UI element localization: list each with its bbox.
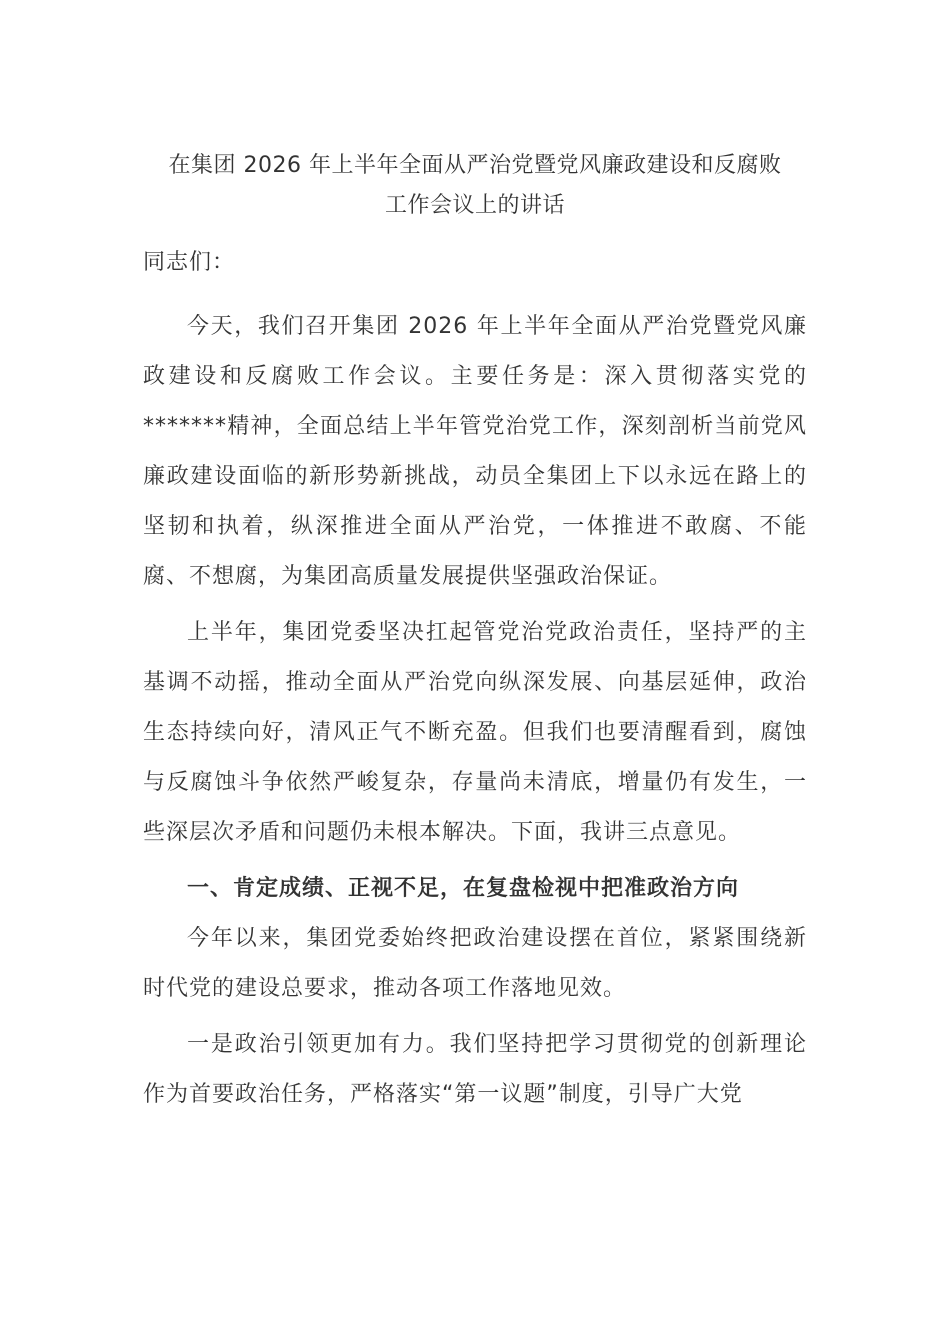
document-body xyxy=(143,146,807,1120)
document-title xyxy=(143,146,807,226)
title-line-2: 工作会议上的讲话 xyxy=(384,193,565,218)
section-heading-1: 一、肯定成绩、正视不足，在复盘检视中把准政治方向 xyxy=(187,876,740,901)
paragraph-overview: 上半年，集团党委坚决扛起管党治党政治责任，坚持严的主基调不动摇，推动全面从严治党向纵深发展、向基层延伸，政治生态持续向好，清风正气不断充盈。但我们也要清醒看到，腐蚀与反腐蚀斗争依然严峻复杂，存量尚未清底，增量仍有发生，一些深层次矛盾和问题仍未根本解决。下面，我讲三点意见。 xyxy=(143,620,807,845)
paragraph-intro: 今天，我们召开集团 2026 年上半年全面从严治党暨党风廉政建设和反腐败工作会议。主要任务是：深入贯彻落实党的*******精神，全面总结上半年管党治党工作，深刻剖析当前党风廉政建设面临的新形势新挑战，动员全集团上下以永远在路上的坚韧和执着，纵深推进全面从严治党，一体推进不敢腐、不能腐、不想腐，为集团高质量发展提供坚强政治保证。 xyxy=(143,314,807,589)
paragraph-section1-intro: 今年以来，集团党委始终把政治建设摆在首位，紧紧围绕新时代党的建设总要求，推动各项工作落地见效。 xyxy=(143,926,807,1001)
greeting: 同志们： xyxy=(143,250,236,275)
paragraph-section1-point1: 一是政治引领更加有力。我们坚持把学习贯彻党的创新理论作为首要政治任务，严格落实“第一议题”制度，引导广大党 xyxy=(143,1032,807,1107)
title-line-1: 在集团 2026 年上半年全面从严治党暨党风廉政建设和反腐败 xyxy=(168,153,782,178)
